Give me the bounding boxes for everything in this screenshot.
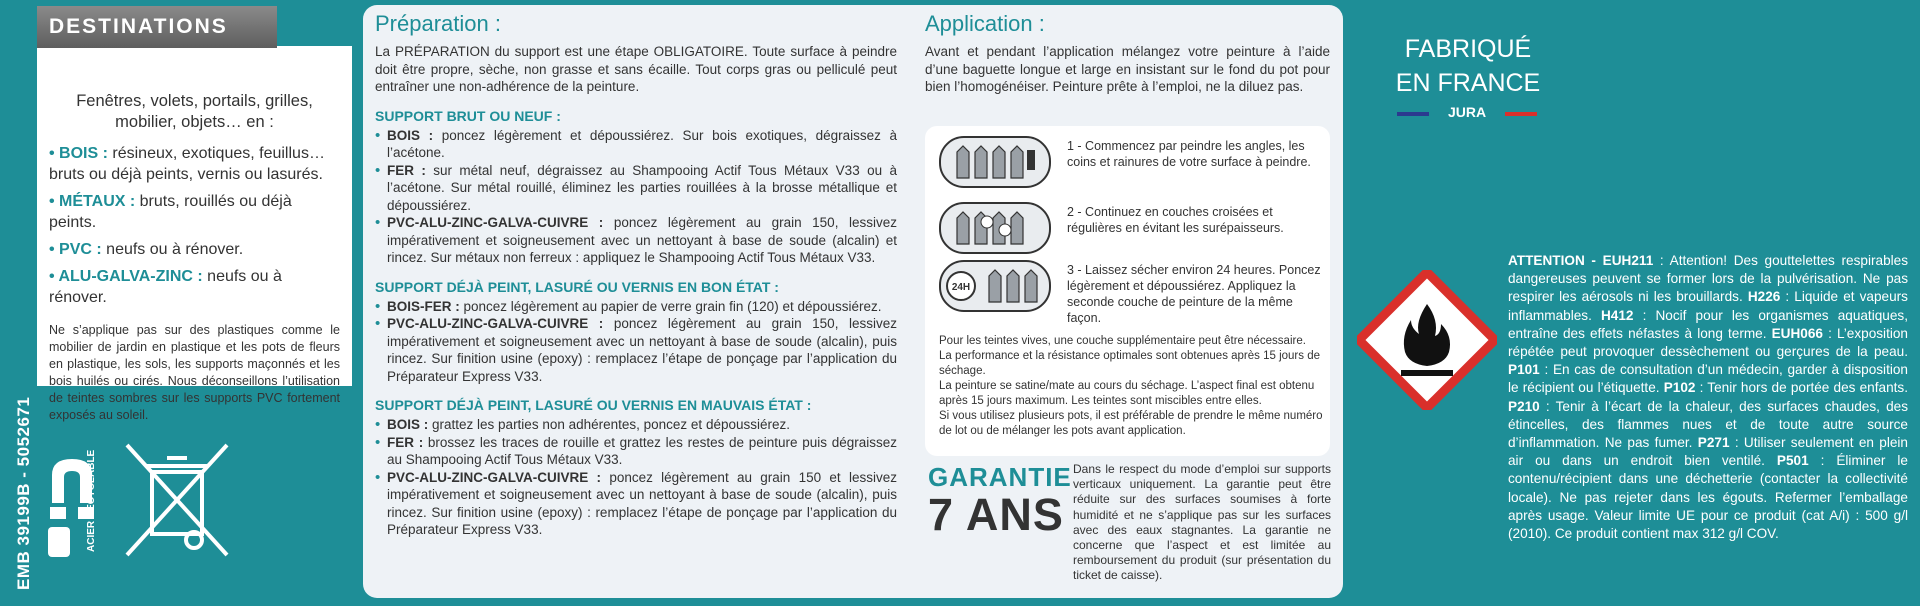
note-line: Si vous utilisez plusieurs pots, il est préférable de prendre le même numéro de lot ou de mélanger les pots avant application.: [939, 410, 1323, 437]
made-in-france: [1378, 32, 1558, 100]
application-steps: [925, 126, 1330, 456]
application-intro: Avant et pendant l’application mélangez votre peinture à l’aide d’une baguette longue et large en insistant sur le fond du pot pour bien l’homogénéiser. Peinture prête à l’emploi, ne la diluez pas.: [925, 44, 1330, 94]
garantie-years: 7 ANS: [928, 489, 1064, 540]
destinations-tab: DESTINATIONS: [37, 6, 277, 48]
preparation-intro: La PRÉPARATION du support est une étape OBLIGATOIRE. Toute surface à peindre doit être propre, sèche, non grasse et sans écaille. Tout corps gras ou pelliculé peut entraîner une non-adhérence de la peinture.: [375, 44, 897, 94]
hazard-statements: ATTENTION - EUH211 : Attention! Des gouttelettes respirables dangereuses peuvent se former lors de la pulvérisation. Ne pas respirer les aérosols ni les brouillards. H226 : Liquide et vapeurs inflammables. H412 : Nocif pour les organismes aquatiques, entraîne des effets néfastes à long terme. EUH066 : L’exposition répétée peut provoquer dessèchement ou gerçures de la peau. P101 : En cas de consultation d’un médecin, garder à disposition le récipient ou l’étiquette. P102 : Tenir hors de portée des enfants. P210 : Tenir à l’écart de la chaleur, des surfaces chaudes, des étincelles, des flammes nues et de toute autre source d’inflammation. Ne pas fumer. P271 : Utiliser seulement en plein air ou dans un endroit bien ventilé. P501 : Éliminer le contenu/récipient dans une déchetterie (contacter la collectivité locale). Ne pas rejeter dans les égouts. Refermer l’emballage après usage. Valeur limite UE pour ce produit (cat A/i) : 500 g/l (2010). Ce produit contient max 312 g/l COV.: [1508, 253, 1909, 542]
support-brut-list: [375, 127, 897, 267]
fabrique-line1: FABRIQUÉ: [1404, 35, 1532, 63]
support-bon-etat-list: [375, 298, 897, 386]
fabrique-line2: EN FRANCE: [1395, 69, 1541, 97]
note-line: Pour les teintes vives, une couche supplémentaire peut être nécessaire.: [939, 335, 1306, 347]
instructions-panel: [363, 5, 1343, 598]
list-item: • BOIS-FER : poncez légèrement au papier de verre grain fin (120) et dépoussiérez.: [375, 298, 897, 316]
fence-brush-icon: [939, 136, 1051, 188]
list-item: • PVC-ALU-ZINC-GALVA-CUIVRE : poncez légèrement au grain 150, lessivez impérativement et soigneusement avec un nettoyant à base de soude (alcalin), puis rincez. Sur finition usine (epoxy) : remplacez l’étape de ponçage par l’application du Préparateur Express V33.: [375, 315, 897, 385]
region-label: JURA: [1447, 104, 1487, 120]
emb-code: EMB 39199B - 5052671: [14, 396, 33, 590]
preparation-title: Préparation :: [375, 11, 501, 36]
list-item: • FER : brossez les traces de rouille et grattez les restes de peinture puis dégraissez au Shampooing Actif Tous Métaux V33.: [375, 434, 897, 469]
jura-flag: [1397, 104, 1537, 126]
support-brut-title: SUPPORT BRUT OU NEUF :: [375, 107, 561, 124]
list-item: • PVC-ALU-ZINC-GALVA-CUIVRE : poncez légèrement au grain 150 et lessivez impérativement et soigneusement avec un nettoyant à base de soude (alcalin), puis rincez. Sur finition usine (epoxy) : remplacez l’étape de ponçage par l’application du Préparateur Express V33.: [375, 469, 897, 539]
clock-24h-label: 24H: [951, 282, 971, 293]
destinations-list: [49, 143, 340, 308]
step-3: [939, 260, 1321, 325]
destinations-note: Ne s’applique pas sur des plastiques comme le mobilier de jardin en plastique et les pots de fleurs en plastique, les sols, les supports maçonnés et les bois huilés ou cirés. Nous déconseillons l’utilisation de teintes sombres sur les supports PVC fortement exposés au soleil.: [49, 323, 340, 422]
step-2: [939, 202, 1319, 258]
list-item: • PVC-ALU-ZINC-GALVA-CUIVRE : poncez légèrement au grain 150, lessivez impérativement et soigneusement avec un nettoyant à base de soude (alcalin) et rincez. Sur métaux non ferreux : appliquez le Shampooing Actif Tous Métaux V33.: [375, 214, 897, 267]
crossed-bin-icon: [122, 440, 232, 560]
application-title: Application :: [925, 11, 1045, 36]
note-line: La peinture se satine/mate au cours du séchage. L’aspect final est obtenu après 15 jours maximum. Les teintes sont miscibles entre elles.: [939, 380, 1315, 407]
support-mauvais-etat-title: SUPPORT DÉJÀ PEINT, LASURÉ OU VERNIS EN MAUVAIS ÉTAT :: [375, 397, 812, 413]
destinations-intro: Fenêtres, volets, portails, grilles, mobilier, objets… en :: [76, 92, 313, 131]
list-item: • BOIS : grattez les parties non adhérentes, poncez et dépoussiérez.: [375, 416, 897, 434]
step-3-text: 3 - Laissez sécher environ 24 heures. Poncez légèrement et dépoussiérez. Appliquez la seconde couche de peinture de la même façon.: [1067, 263, 1321, 325]
note-line: La performance et la résistance optimales sont obtenues après 15 jours de séchage.: [939, 350, 1320, 377]
application-section: [925, 11, 1330, 96]
application-notes: [939, 334, 1324, 439]
garantie-text: Dans le respect du mode d’emploi sur supports verticaux uniquement. La garantie peut être réduite sur des surfaces soumises à forte humidité et ne s’applique pas sur les surfaces avec des eaux stagnantes. La garantie ne concerne que l’aspect et est limitée au remboursement du produit (sur présentation du ticket de caisse).: [1073, 462, 1331, 583]
step-2-text: 2 - Continuez en couches croisées et régulières en évitant les surépaisseurs.: [1067, 205, 1284, 235]
recycle-label: ACIER RECYCLABLE: [86, 449, 97, 552]
support-mauvais-etat-list: [375, 416, 897, 539]
fence-brush-icon: [939, 202, 1051, 254]
list-item: • BOIS : poncez légèrement et dépoussiérez. Sur bois exotiques, dégraissez à l’acétone.: [375, 127, 897, 162]
list-item: • BOIS : résineux, exotiques, feuillus… bruts ou déjà peints, vernis ou lasurés.: [49, 145, 325, 183]
list-item: • FER : sur métal neuf, dégraissez au Shampooing Actif Tous Métaux V33 ou à l’acétone. Sur métal rouillé, éliminez les parties rouillées à la brosse métallique et dépoussiérez.: [375, 162, 897, 215]
list-item: • PVC : neufs ou à rénover.: [49, 241, 244, 258]
list-item: • ALU-GALVA-ZINC : neufs ou à rénover.: [49, 268, 282, 306]
support-bon-etat-title: SUPPORT DÉJÀ PEINT, LASURÉ OU VERNIS EN BON ÉTAT :: [375, 278, 779, 295]
garantie-label: GARANTIE: [928, 462, 1072, 492]
destinations-panel: [37, 46, 352, 422]
step-1: [939, 136, 1319, 192]
flag-red-bar: [1505, 112, 1537, 116]
clock-24h-icon: [939, 260, 1051, 312]
list-item: • MÉTAUX : bruts, rouillés ou déjà peints.: [49, 193, 292, 231]
preparation-section: [375, 11, 897, 539]
flame-hazard-icon: [1357, 270, 1497, 410]
step-1-text: 1 - Commencez par peindre les angles, les coins et rainures de votre surface à peindre.: [1067, 139, 1311, 169]
